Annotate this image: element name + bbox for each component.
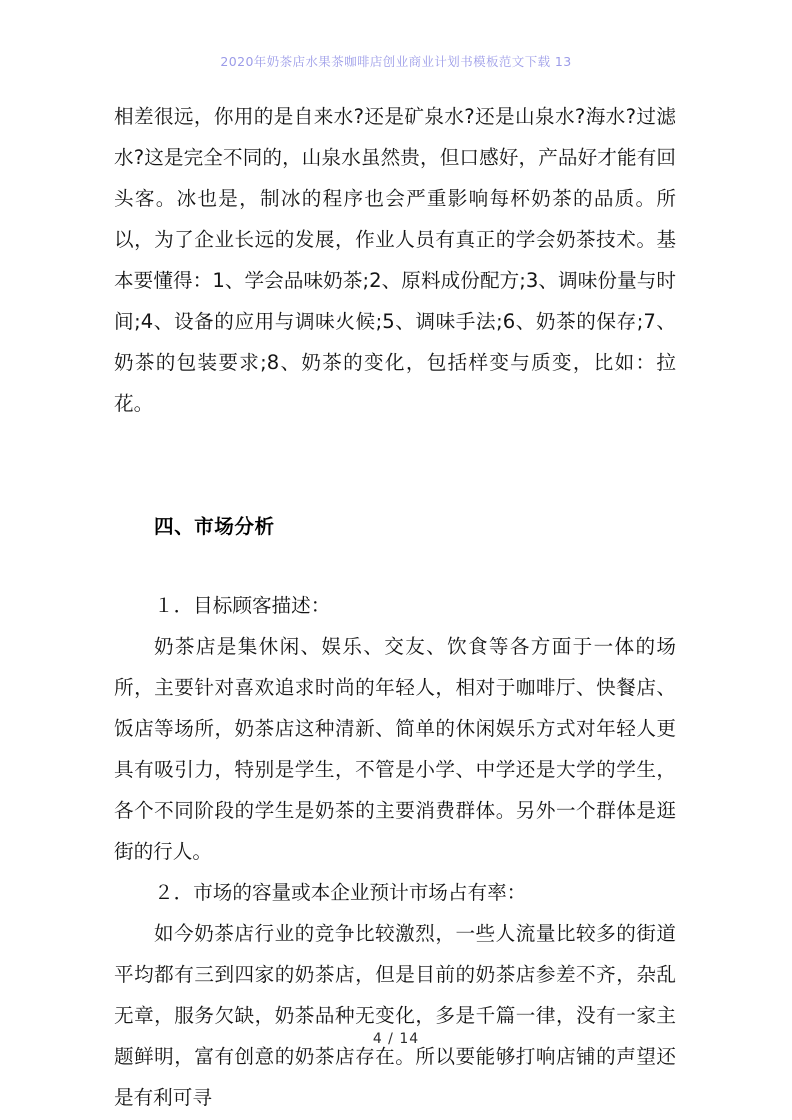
list-item-label-1: １．目标顾客描述： [154, 594, 331, 617]
running-header: 2020年奶茶店水果茶咖啡店创业商业计划书模板范文下载 13 [220, 54, 572, 69]
list-item-label-2: ２．市场的容量或本企业预计市场占有率： [154, 881, 527, 904]
page-number-footer: 4 / 14 [372, 1031, 420, 1047]
heading-spacer [114, 547, 676, 585]
paragraph-continuation: 相差很远，你用的是自来水?还是矿泉水?还是山泉水?海水?过滤水?这是完全不同的，山泉水虽然贵，但口感好，产品好才能有回头客。冰也是，制冰的程序也会严重影响每杯奶茶的品质。所以，为了企业长远的发展，作业人员有真正的学会奶茶技术。基本要懂得：1、学会品味奶茶;2、原料成份配方;3、调味份量与时间;4、设备的应用与调味火候;5、调味手法;6、奶茶的保存;7、奶茶的包装要求;8、奶茶的变化，包括样变与质变，比如：拉花。 [114, 105, 676, 415]
document-body [114, 96, 676, 1118]
section-spacer [114, 424, 676, 506]
list-item-body-2: 如今奶茶店行业的竞争比较激烈，一些人流量比较多的街道平均都有三到四家的奶茶店，但是目前的奶茶店参差不齐，杂乱无章，服务欠缺，奶茶品种无变化，多是千篇一律，没有一家主题鲜明，富有创意的奶茶店存在。所以要能够打响店铺的声望还是有利可寻 [114, 922, 676, 1109]
list-item-body-1: 奶茶店是集休闲、娱乐、交友、饮食等各方面于一体的场所，主要针对喜欢追求时尚的年轻人，相对于咖啡厅、快餐店、饭店等场所，奶茶店这种清新、简单的休闲娱乐方式对年轻人更具有吸引力，特别是学生，不管是小学、中学还是大学的学生，各个不同阶段的学生是奶茶的主要消费群体。另外一个群体是逛街的行人。 [114, 635, 676, 863]
section-heading-market-analysis: 四、市场分析 [154, 515, 275, 538]
